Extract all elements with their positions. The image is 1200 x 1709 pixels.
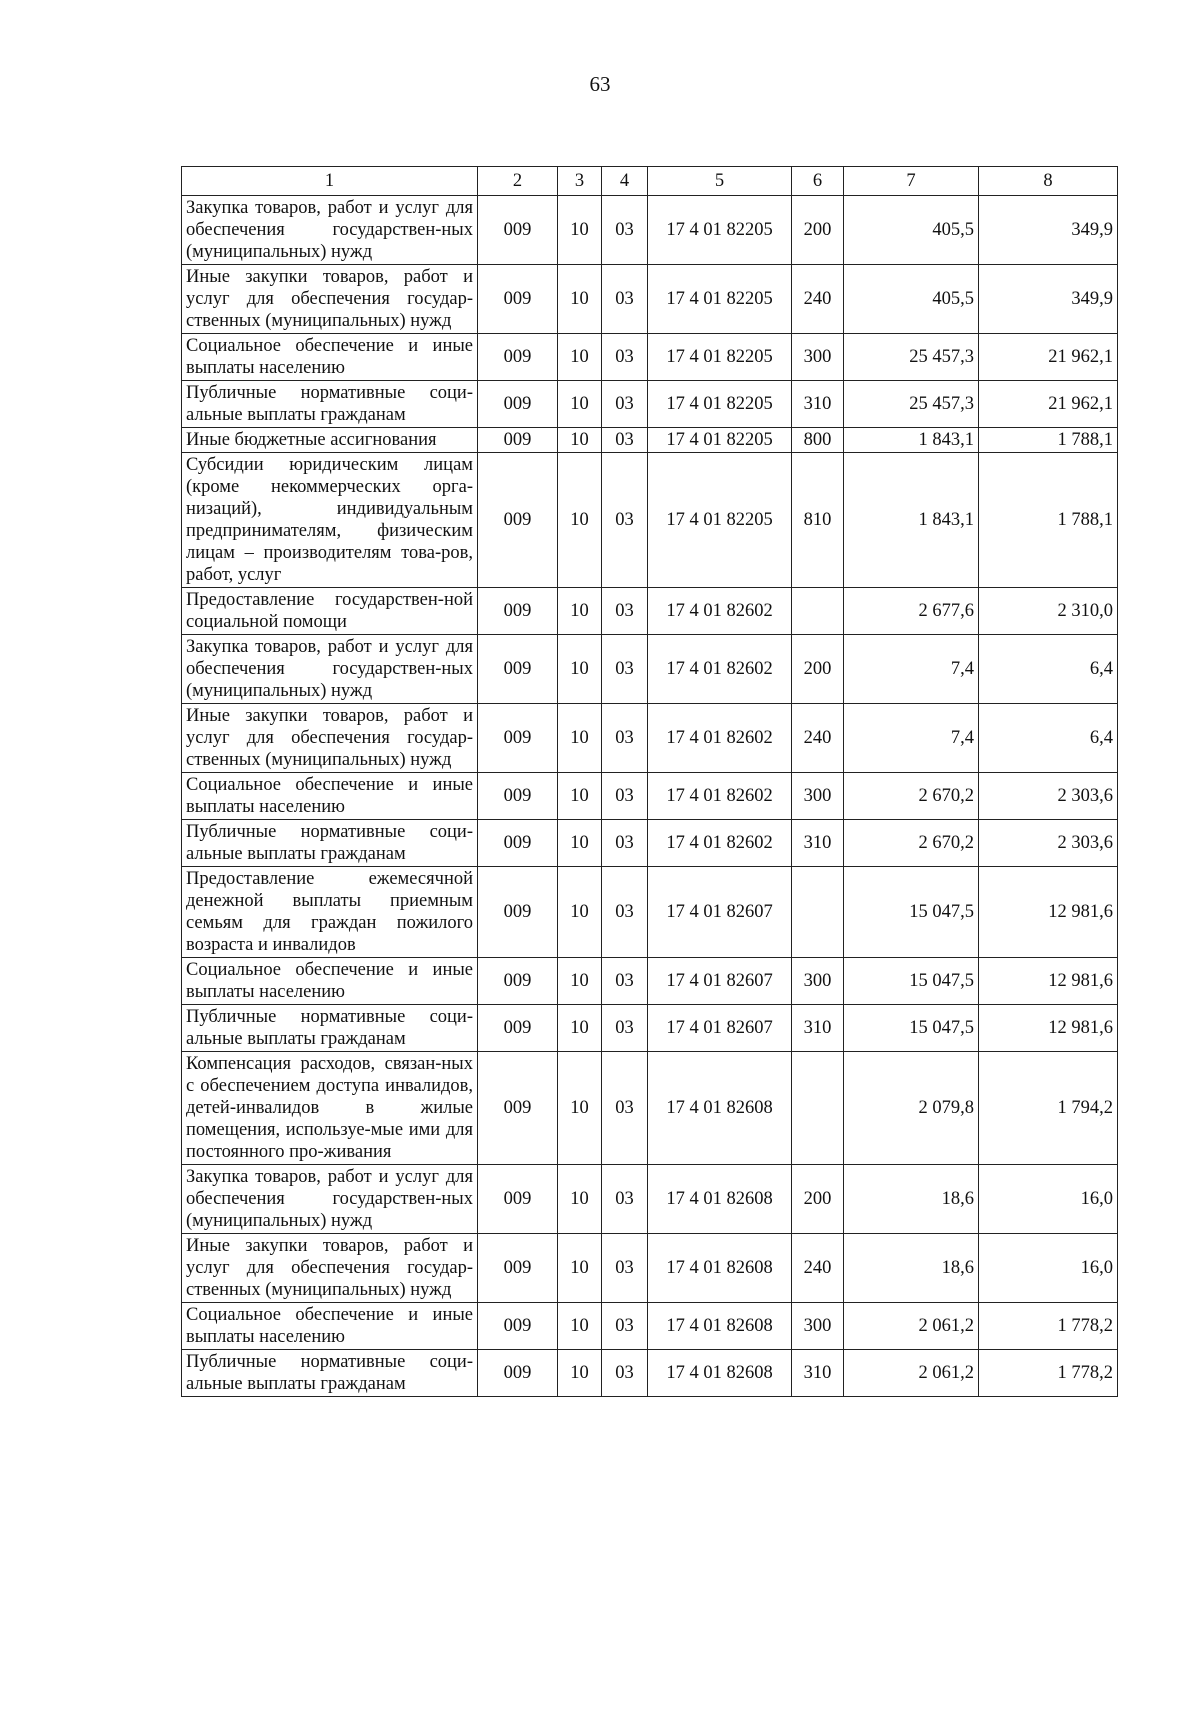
expense-type-cell: 240 (792, 265, 844, 334)
section-cell: 10 (558, 588, 602, 635)
table-row (182, 1005, 1118, 1052)
admin-code-cell: 009 (478, 428, 558, 453)
expense-type-cell: 310 (792, 1005, 844, 1052)
row-name-cell: Социальное обеспечение и иные выплаты населению (182, 958, 478, 1005)
target-article-cell: 17 4 01 82608 (648, 1052, 792, 1165)
amount-col7-cell: 7,4 (844, 704, 979, 773)
section-cell: 10 (558, 453, 602, 588)
row-name-cell: Предоставление ежемесячной денежной выплаты приемным семьям для граждан пожилого возраста и инвалидов (182, 867, 478, 958)
row-name-cell: Закупка товаров, работ и услуг для обеспечения государствен-ных (муниципальных) нужд (182, 196, 478, 265)
section-cell: 10 (558, 958, 602, 1005)
section-cell: 10 (558, 1303, 602, 1350)
expense-type-cell: 240 (792, 1234, 844, 1303)
expense-type-cell (792, 867, 844, 958)
amount-col7-cell: 15 047,5 (844, 867, 979, 958)
target-article-cell: 17 4 01 82602 (648, 773, 792, 820)
row-name-cell: Закупка товаров, работ и услуг для обеспечения государствен-ных (муниципальных) нужд (182, 1165, 478, 1234)
target-article-cell: 17 4 01 82607 (648, 958, 792, 1005)
amount-col8-cell: 16,0 (979, 1165, 1118, 1234)
subsection-cell: 03 (602, 1005, 648, 1052)
amount-col8-cell: 1 788,1 (979, 428, 1118, 453)
admin-code-cell: 009 (478, 773, 558, 820)
header-row (182, 167, 1118, 196)
expense-type-cell: 200 (792, 635, 844, 704)
amount-col8-cell: 12 981,6 (979, 958, 1118, 1005)
section-cell: 10 (558, 1165, 602, 1234)
amount-col7-cell: 1 843,1 (844, 428, 979, 453)
admin-code-cell: 009 (478, 1005, 558, 1052)
col-header-2: 2 (478, 167, 558, 196)
row-name-cell: Публичные нормативные соци-альные выплаты гражданам (182, 1005, 478, 1052)
table-row (182, 704, 1118, 773)
amount-col8-cell: 12 981,6 (979, 1005, 1118, 1052)
table-row (182, 867, 1118, 958)
amount-col8-cell: 1 778,2 (979, 1350, 1118, 1397)
expense-type-cell: 310 (792, 820, 844, 867)
subsection-cell: 03 (602, 958, 648, 1005)
section-cell: 10 (558, 773, 602, 820)
subsection-cell: 03 (602, 1052, 648, 1165)
amount-col8-cell: 16,0 (979, 1234, 1118, 1303)
row-name-cell: Социальное обеспечение и иные выплаты населению (182, 773, 478, 820)
col-header-8: 8 (979, 167, 1118, 196)
col-header-3: 3 (558, 167, 602, 196)
amount-col8-cell: 6,4 (979, 704, 1118, 773)
target-article-cell: 17 4 01 82607 (648, 1005, 792, 1052)
subsection-cell: 03 (602, 1350, 648, 1397)
target-article-cell: 17 4 01 82608 (648, 1165, 792, 1234)
amount-col7-cell: 2 061,2 (844, 1303, 979, 1350)
expense-type-cell (792, 588, 844, 635)
table-row (182, 334, 1118, 381)
amount-col8-cell: 12 981,6 (979, 867, 1118, 958)
amount-col7-cell: 18,6 (844, 1234, 979, 1303)
page-number: 63 (589, 72, 611, 96)
section-cell: 10 (558, 1234, 602, 1303)
section-cell: 10 (558, 265, 602, 334)
target-article-cell: 17 4 01 82608 (648, 1350, 792, 1397)
amount-col7-cell: 25 457,3 (844, 381, 979, 428)
subsection-cell: 03 (602, 704, 648, 773)
amount-col8-cell: 1 794,2 (979, 1052, 1118, 1165)
target-article-cell: 17 4 01 82607 (648, 867, 792, 958)
admin-code-cell: 009 (478, 1234, 558, 1303)
admin-code-cell: 009 (478, 704, 558, 773)
subsection-cell: 03 (602, 428, 648, 453)
target-article-cell: 17 4 01 82602 (648, 588, 792, 635)
target-article-cell: 17 4 01 82205 (648, 334, 792, 381)
section-cell: 10 (558, 820, 602, 867)
amount-col7-cell: 18,6 (844, 1165, 979, 1234)
col-header-6: 6 (792, 167, 844, 196)
target-article-cell: 17 4 01 82205 (648, 196, 792, 265)
admin-code-cell: 009 (478, 958, 558, 1005)
col-header-4: 4 (602, 167, 648, 196)
table-row (182, 1350, 1118, 1397)
target-article-cell: 17 4 01 82602 (648, 820, 792, 867)
subsection-cell: 03 (602, 1165, 648, 1234)
expense-type-cell: 300 (792, 1303, 844, 1350)
amount-col7-cell: 15 047,5 (844, 958, 979, 1005)
amount-col8-cell: 21 962,1 (979, 334, 1118, 381)
admin-code-cell: 009 (478, 381, 558, 428)
admin-code-cell: 009 (478, 453, 558, 588)
amount-col8-cell: 349,9 (979, 196, 1118, 265)
row-name-cell: Субсидии юридическим лицам (кроме некоммерческих орга-низаций), индивидуальным предпринимателям, физическим лицам – производителям това-ров, работ, услуг (182, 453, 478, 588)
amount-col8-cell: 2 310,0 (979, 588, 1118, 635)
target-article-cell: 17 4 01 82205 (648, 381, 792, 428)
row-name-cell: Иные закупки товаров, работ и услуг для обеспечения государ-ственных (муниципальных) нужд (182, 704, 478, 773)
subsection-cell: 03 (602, 453, 648, 588)
subsection-cell: 03 (602, 381, 648, 428)
admin-code-cell: 009 (478, 265, 558, 334)
section-cell: 10 (558, 334, 602, 381)
amount-col7-cell: 2 670,2 (844, 820, 979, 867)
table-row (182, 428, 1118, 453)
expense-type-cell: 310 (792, 1350, 844, 1397)
admin-code-cell: 009 (478, 635, 558, 704)
row-name-cell: Социальное обеспечение и иные выплаты населению (182, 1303, 478, 1350)
row-name-cell: Компенсация расходов, связан-ных с обеспечением доступа инвалидов, детей-инвалидов в жилые помещения, используе-мые ими для постоянного про-живания (182, 1052, 478, 1165)
admin-code-cell: 009 (478, 588, 558, 635)
expense-type-cell: 300 (792, 773, 844, 820)
subsection-cell: 03 (602, 867, 648, 958)
section-cell: 10 (558, 704, 602, 773)
amount-col8-cell: 1 788,1 (979, 453, 1118, 588)
section-cell: 10 (558, 635, 602, 704)
table-row (182, 381, 1118, 428)
admin-code-cell: 009 (478, 867, 558, 958)
amount-col8-cell: 6,4 (979, 635, 1118, 704)
target-article-cell: 17 4 01 82602 (648, 704, 792, 773)
expense-type-cell: 800 (792, 428, 844, 453)
admin-code-cell: 009 (478, 196, 558, 265)
target-article-cell: 17 4 01 82608 (648, 1234, 792, 1303)
expense-type-cell: 200 (792, 1165, 844, 1234)
row-name-cell: Публичные нормативные соци-альные выплаты гражданам (182, 820, 478, 867)
row-name-cell: Социальное обеспечение и иные выплаты населению (182, 334, 478, 381)
subsection-cell: 03 (602, 334, 648, 381)
row-name-cell: Закупка товаров, работ и услуг для обеспечения государствен-ных (муниципальных) нужд (182, 635, 478, 704)
subsection-cell: 03 (602, 820, 648, 867)
expense-type-cell: 200 (792, 196, 844, 265)
table-row (182, 196, 1118, 265)
section-cell: 10 (558, 428, 602, 453)
amount-col7-cell: 2 079,8 (844, 1052, 979, 1165)
budget-table (181, 166, 1118, 1397)
row-name-cell: Публичные нормативные соци-альные выплаты гражданам (182, 1350, 478, 1397)
col-header-1: 1 (182, 167, 478, 196)
target-article-cell: 17 4 01 82608 (648, 1303, 792, 1350)
admin-code-cell: 009 (478, 820, 558, 867)
row-name-cell: Иные закупки товаров, работ и услуг для обеспечения государ-ственных (муниципальных) нужд (182, 1234, 478, 1303)
amount-col8-cell: 349,9 (979, 265, 1118, 334)
table-row (182, 1165, 1118, 1234)
amount-col8-cell: 1 778,2 (979, 1303, 1118, 1350)
section-cell: 10 (558, 1005, 602, 1052)
col-header-7: 7 (844, 167, 979, 196)
amount-col7-cell: 2 677,6 (844, 588, 979, 635)
admin-code-cell: 009 (478, 1303, 558, 1350)
section-cell: 10 (558, 867, 602, 958)
table-row (182, 635, 1118, 704)
table-row (182, 1052, 1118, 1165)
subsection-cell: 03 (602, 588, 648, 635)
table-row (182, 773, 1118, 820)
amount-col8-cell: 2 303,6 (979, 820, 1118, 867)
target-article-cell: 17 4 01 82205 (648, 428, 792, 453)
amount-col8-cell: 21 962,1 (979, 381, 1118, 428)
expense-type-cell: 300 (792, 958, 844, 1005)
subsection-cell: 03 (602, 265, 648, 334)
expense-type-cell: 300 (792, 334, 844, 381)
amount-col7-cell: 1 843,1 (844, 453, 979, 588)
subsection-cell: 03 (602, 773, 648, 820)
row-name-cell: Иные бюджетные ассигнования (182, 428, 478, 453)
subsection-cell: 03 (602, 635, 648, 704)
admin-code-cell: 009 (478, 1350, 558, 1397)
amount-col8-cell: 2 303,6 (979, 773, 1118, 820)
expense-type-cell: 310 (792, 381, 844, 428)
section-cell: 10 (558, 1052, 602, 1165)
amount-col7-cell: 25 457,3 (844, 334, 979, 381)
row-name-cell: Иные закупки товаров, работ и услуг для обеспечения государ-ственных (муниципальных) нужд (182, 265, 478, 334)
subsection-cell: 03 (602, 1303, 648, 1350)
amount-col7-cell: 2 670,2 (844, 773, 979, 820)
amount-col7-cell: 2 061,2 (844, 1350, 979, 1397)
table-row (182, 820, 1118, 867)
row-name-cell: Публичные нормативные соци-альные выплаты гражданам (182, 381, 478, 428)
expense-type-cell: 240 (792, 704, 844, 773)
expense-type-cell (792, 1052, 844, 1165)
amount-col7-cell: 405,5 (844, 265, 979, 334)
target-article-cell: 17 4 01 82602 (648, 635, 792, 704)
table-row (182, 1303, 1118, 1350)
row-name-cell: Предоставление государствен-ной социальной помощи (182, 588, 478, 635)
subsection-cell: 03 (602, 1234, 648, 1303)
table-row (182, 958, 1118, 1005)
table-body (182, 196, 1118, 1397)
section-cell: 10 (558, 196, 602, 265)
amount-col7-cell: 15 047,5 (844, 1005, 979, 1052)
admin-code-cell: 009 (478, 1165, 558, 1234)
subsection-cell: 03 (602, 196, 648, 265)
admin-code-cell: 009 (478, 334, 558, 381)
section-cell: 10 (558, 381, 602, 428)
table-row (182, 453, 1118, 588)
table-row (182, 265, 1118, 334)
admin-code-cell: 009 (478, 1052, 558, 1165)
col-header-5: 5 (648, 167, 792, 196)
amount-col7-cell: 7,4 (844, 635, 979, 704)
expense-type-cell: 810 (792, 453, 844, 588)
table-row (182, 1234, 1118, 1303)
target-article-cell: 17 4 01 82205 (648, 453, 792, 588)
target-article-cell: 17 4 01 82205 (648, 265, 792, 334)
section-cell: 10 (558, 1350, 602, 1397)
amount-col7-cell: 405,5 (844, 196, 979, 265)
table-row (182, 588, 1118, 635)
